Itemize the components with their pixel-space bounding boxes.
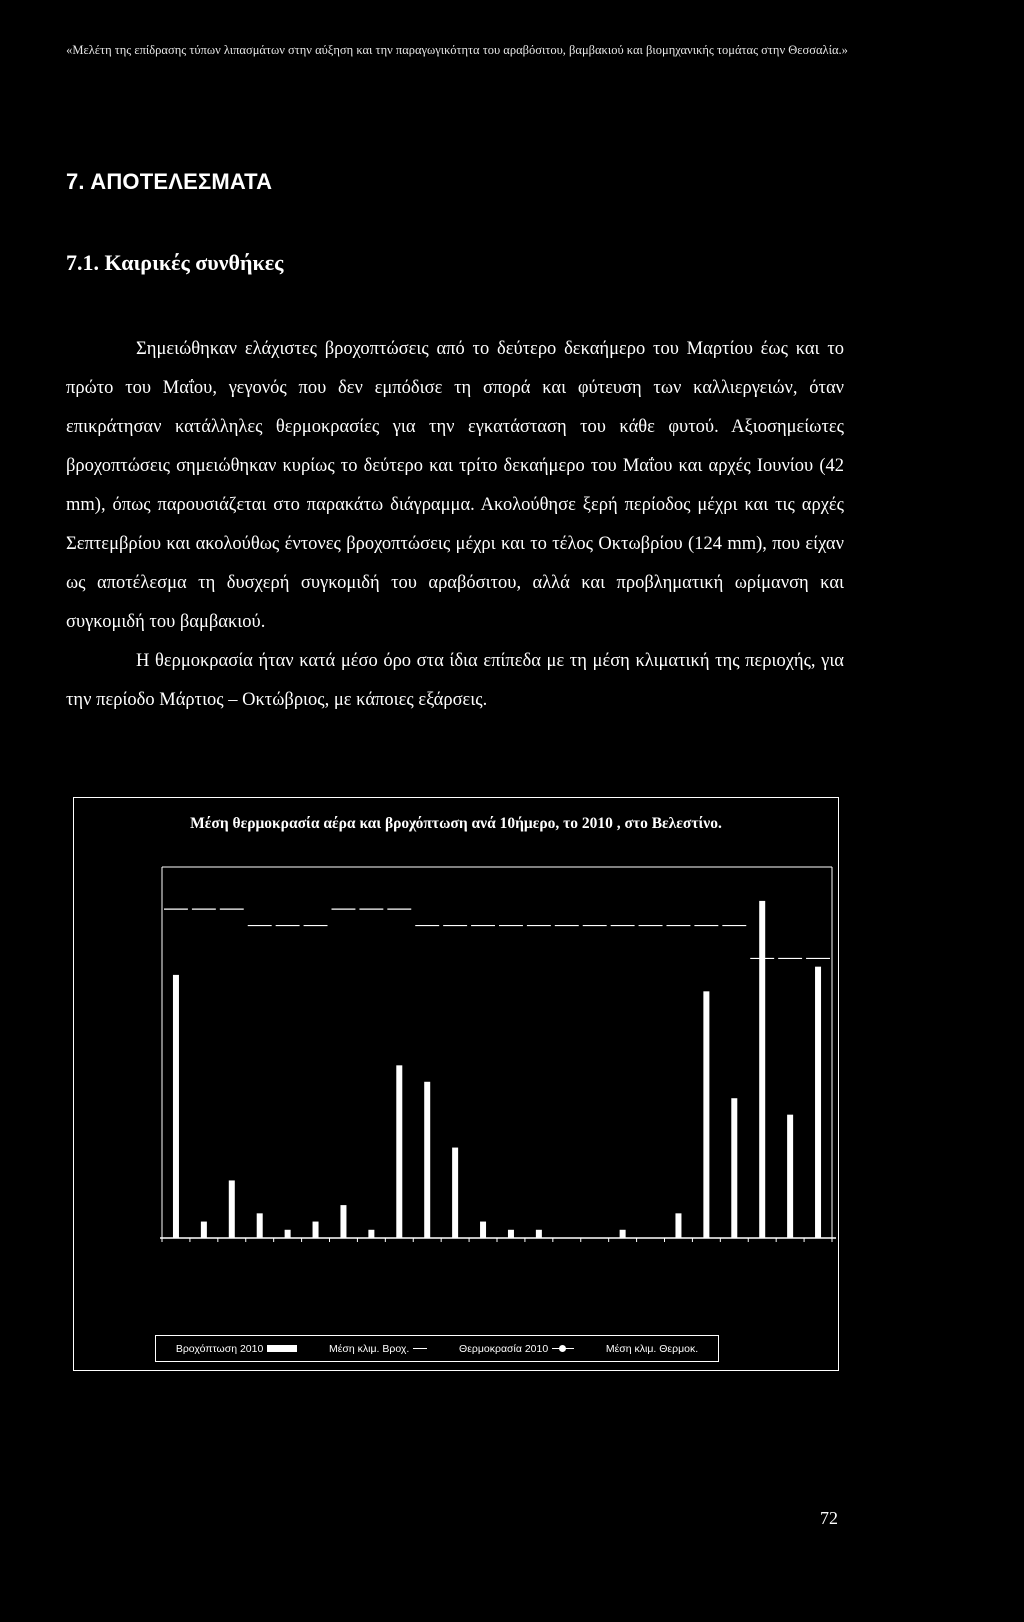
rain-bar-24 (815, 967, 821, 1238)
legend-item-temp-2010 (459, 1343, 574, 1355)
paragraph-rainfall: Σημειώθηκαν ελάχιστες βροχοπτώσεις από το δεύτερο δεκαήμερο του Μαρτίου έως και το πρώτο του Μαΐου, γεγονός που δεν εμπόδισε τη σπορά και φύτευση των καλλιεργειών, όταν επικράτησαν κατάλληλες θερμοκρασίες για την εγκατάσταση του κάθε φυτού. Αξιοσημείωτες βροχοπτώσεις σημειώθηκαν κυρίως το δεύτερο και τρίτο δεκαήμερο του Μαΐου και αρχές Ιουνίου (42 mm), όπως παρουσιάζεται στο παρακάτω διάγραμμα. Ακολούθησε ξερή περίοδος μέχρι και τις αρχές Σεπτεμβρίου και ακολούθως έντονες βροχοπτώσεις μέχρι και το τέλος Οκτωβρίου (124 mm), που είχαν ως αποτέλεσμα τη δυσχερή συγκομιδή του αραβόσιτου, αλλά και προβληματική ωρίμανση και συγκομιδή του βαμβακιού. (66, 339, 844, 632)
rain-bar-1 (173, 975, 179, 1238)
rain-bar-21 (731, 1098, 737, 1238)
rain-bar-4 (257, 1213, 263, 1238)
legend-bar-swatch (267, 1345, 297, 1352)
rain-bar-2 (201, 1222, 207, 1238)
rain-bar-11 (452, 1148, 458, 1238)
rain-bar-14 (536, 1230, 542, 1238)
rain-bar-17 (620, 1230, 626, 1238)
subsection-heading: 7.1. Καιρικές συνθήκες (66, 250, 284, 275)
legend-label-rain-normal: Μέση κλιμ. Βροχ. (329, 1342, 410, 1355)
legend-label-temp-normal: Μέση κλιμ. Θερμοκ. (605, 1342, 699, 1355)
rain-bar-23 (787, 1115, 793, 1238)
legend-marker-swatch (552, 1348, 574, 1350)
rain-bar-10 (424, 1082, 430, 1238)
rain-bar-8 (368, 1230, 374, 1238)
rain-bar-3 (229, 1180, 235, 1238)
rain-bar-6 (313, 1222, 319, 1238)
rain-bar-13 (508, 1230, 514, 1238)
legend-item-rain-normal (329, 1343, 427, 1355)
legend-label-rain-2010: Βροχόπτωση 2010 (175, 1342, 264, 1355)
rain-bar-9 (396, 1065, 402, 1238)
chart-legend (155, 1335, 719, 1362)
section-heading: 7. ΑΠΟΤΕΛΕΣΜΑΤΑ (66, 169, 273, 194)
rain-bar-20 (703, 991, 709, 1238)
legend-line-swatch (413, 1348, 427, 1350)
rain-bar-19 (675, 1213, 681, 1238)
rain-bar-5 (285, 1230, 291, 1238)
running-header: «Μελέτη της επίδρασης τύπων λιπασμάτων στην αύξηση και την παραγωγικότητα του αραβόσιτου, βαμβακιού και βιομηχανικής τομάτας στην Θεσσαλία.» (66, 43, 848, 57)
paragraph-temperature: Η θερμοκρασία ήταν κατά μέσο όρο στα ίδια επίπεδα με τη μέση κλιματική της περιοχής, για την περίοδο Μάρτιος – Οκτώβριος, με κάποιες εξάρσεις. (66, 651, 844, 710)
rain-bar-12 (480, 1222, 486, 1238)
legend-label-temp-2010: Θερμοκρασία 2010 (459, 1342, 549, 1355)
legend-item-rain-2010 (176, 1343, 298, 1355)
rain-bar-22 (759, 901, 765, 1238)
page-number: 72 (820, 1508, 838, 1528)
legend-item-temp-normal (606, 1343, 698, 1355)
chart-title: Μέση θερμοκρασία αέρα και βροχόπτωση ανά 10ήμερο, το 2010 , στο Βελεστίνο. (190, 815, 722, 832)
rain-bar-7 (340, 1205, 346, 1238)
